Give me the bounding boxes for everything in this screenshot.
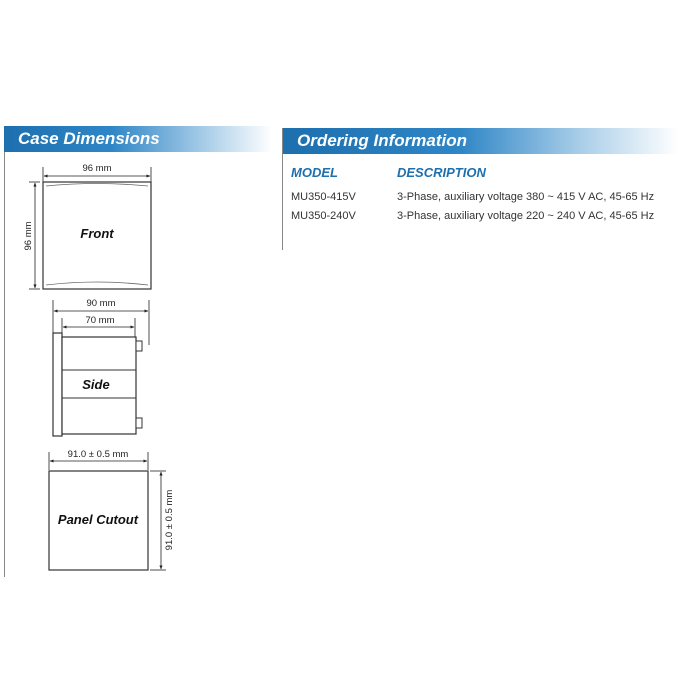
cutout-width-label: 91.0 ± 0.5 mm <box>67 449 129 460</box>
table-row-2-description: 3-Phase, auxiliary voltage 220 ~ 240 V AC, 45-65 Hz <box>397 210 655 222</box>
front-label: Front <box>80 226 114 241</box>
cutout-height-label: 91.0 ± 0.5 mm <box>164 489 175 551</box>
cutout-label: Panel Cutout <box>57 512 139 527</box>
table-row-1-model: MU350-415V <box>291 191 356 203</box>
table-row-1-description: 3-Phase, auxiliary voltage 380 ~ 415 V AC, 45-65 Hz <box>397 191 655 203</box>
front-height-label: 96 mm <box>23 221 34 251</box>
front-view-drawing <box>23 163 151 289</box>
side-inner-label: 70 mm <box>85 315 115 326</box>
side-label: Side <box>82 377 110 392</box>
panel-cutout-drawing <box>49 449 175 570</box>
side-view-drawing <box>53 298 149 436</box>
case-dimensions-title: Case Dimensions <box>18 129 160 148</box>
table-row-2-model: MU350-240V <box>291 210 356 222</box>
front-width-label: 96 mm <box>82 163 112 174</box>
model-column-header: MODEL <box>291 165 338 180</box>
side-outer-label: 90 mm <box>86 298 116 309</box>
ordering-information-title: Ordering Information <box>297 131 467 150</box>
side-front-bezel <box>53 333 62 436</box>
description-column-header: DESCRIPTION <box>397 165 486 180</box>
